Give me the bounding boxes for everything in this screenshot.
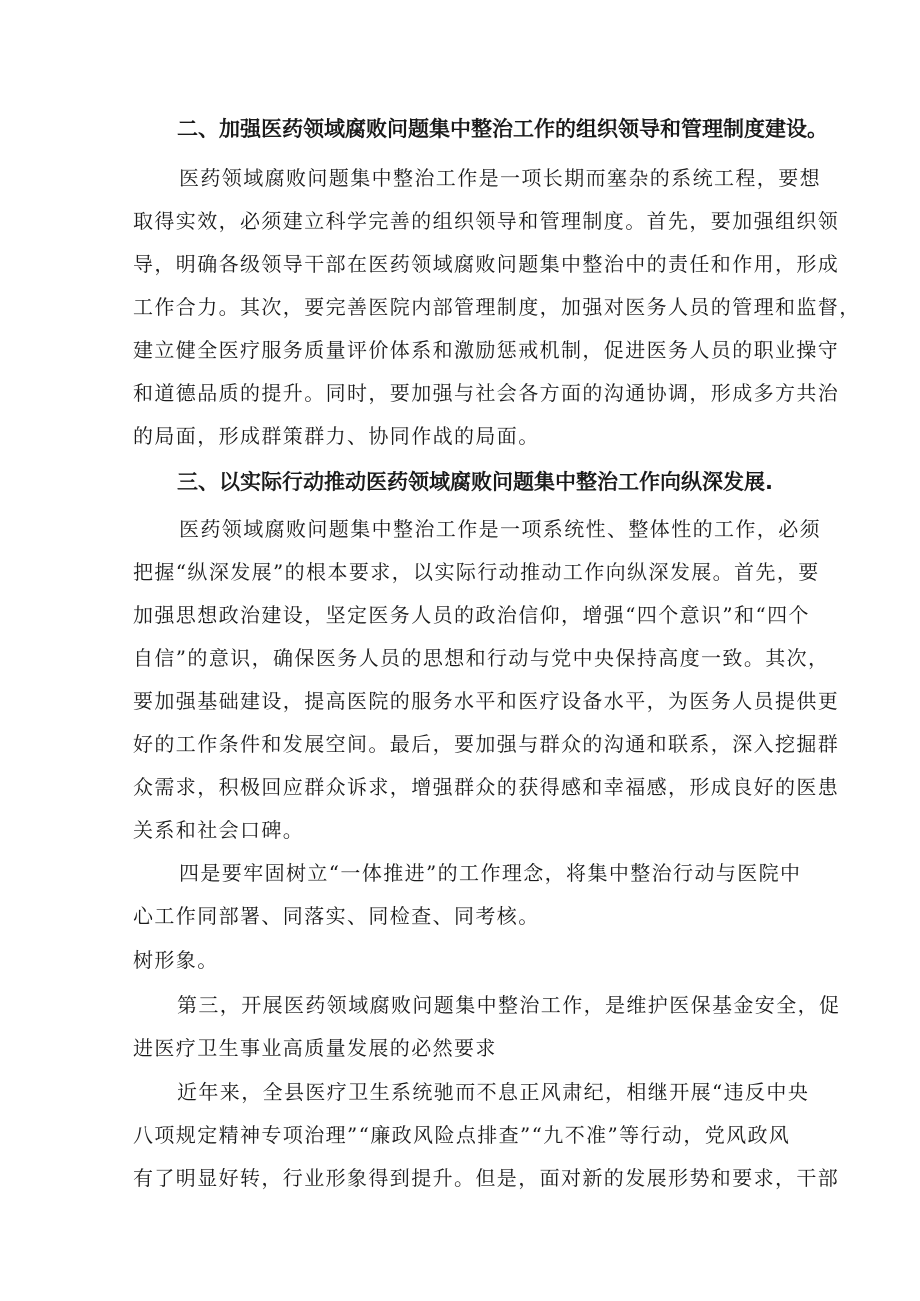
paragraph-line: 取得实效，必须建立科学完善的组织领导和管理制度。首先，要加强组织领 xyxy=(133,209,840,233)
paragraph-line: 和道德品质的提升。同时，要加强与社会各方面的沟通协调，形成多方共治 xyxy=(133,381,840,405)
section-heading-3: 三、以实际行动推动医药领域腐败问题集中整治工作向纵深发展. xyxy=(177,470,773,494)
paragraph-line: 医药领域腐败问题集中整治工作是一项长期而塞杂的系统工程，要想 xyxy=(179,166,821,190)
paragraph-line: 把握“纵深发展”的根本要求，以实际行动推动工作向纵深发展。首先，要 xyxy=(133,560,820,584)
paragraph-line: 近年来，全县医疗卫生系统驰而不息正风肃纪，相继开展“违反中央 xyxy=(177,1080,810,1104)
paragraph-line: 树形象。 xyxy=(133,948,219,972)
paragraph-line: 建立健全医疗服务质量评价体系和激励惩戒机制，促进医务人员的职业操守 xyxy=(133,338,840,362)
paragraph-line: 自信”的意识，确保医务人员的思想和行动与党中央保持高度一致。其次， xyxy=(133,646,830,670)
paragraph-line: 四是要牢固树立“一体推进”的工作理念，将集中整治行动与医院中 xyxy=(179,861,802,885)
paragraph-line: 第三，开展医药领域腐败问题集中整治工作，是维护医保基金安全，促 xyxy=(177,993,841,1017)
paragraph-line: 医药领域腐败问题集中整治工作是一项系统性、整体性的工作，必须 xyxy=(179,517,821,541)
paragraph-line: 好的工作条件和发展空间。最后，要加强与群众的沟通和联系，深入挖掘群 xyxy=(133,732,840,756)
paragraph-line: 进医疗卫生事业高质量发展的必然要求 xyxy=(133,1036,497,1060)
paragraph-line: 加强思想政治建设，坚定医务人员的政治信仰，增强“四个意识”和“四个 xyxy=(133,603,810,627)
paragraph-line: 有了明显好转，行业形象得到提升。但是，面对新的发展形势和要求，干部 xyxy=(133,1166,840,1190)
paragraph-line: 八项规定精神专项治理”“廉政风险点排查”“九不准”等行动，党风政风 xyxy=(133,1123,791,1147)
paragraph-line: 导，明确各级领导干部在医药领域腐败问题集中整治中的责任和作用，形成 xyxy=(133,252,840,276)
paragraph-line: 心工作同部署、同落实、同检查、同考核。 xyxy=(133,904,540,928)
paragraph-line: 的局面，形成群策群力、协同作战的局面。 xyxy=(133,424,540,448)
paragraph-line: 要加强基础建设，提高医院的服务水平和医疗设备水平，为医务人员提供更 xyxy=(133,689,840,713)
paragraph-line: 工作合力。其次，要完善医院内部管理制度，加强对医务人员的管理和监督， xyxy=(133,295,861,319)
paragraph-line: 关系和社会口碑。 xyxy=(133,818,305,842)
section-heading-2: 二、加强医药领域腐败问题集中整治工作的组织领导和管理制度建设。 xyxy=(177,117,828,141)
paragraph-line: 众需求，积极回应群众诉求，增强群众的获得感和幸福感，形成良好的医患 xyxy=(133,775,840,799)
